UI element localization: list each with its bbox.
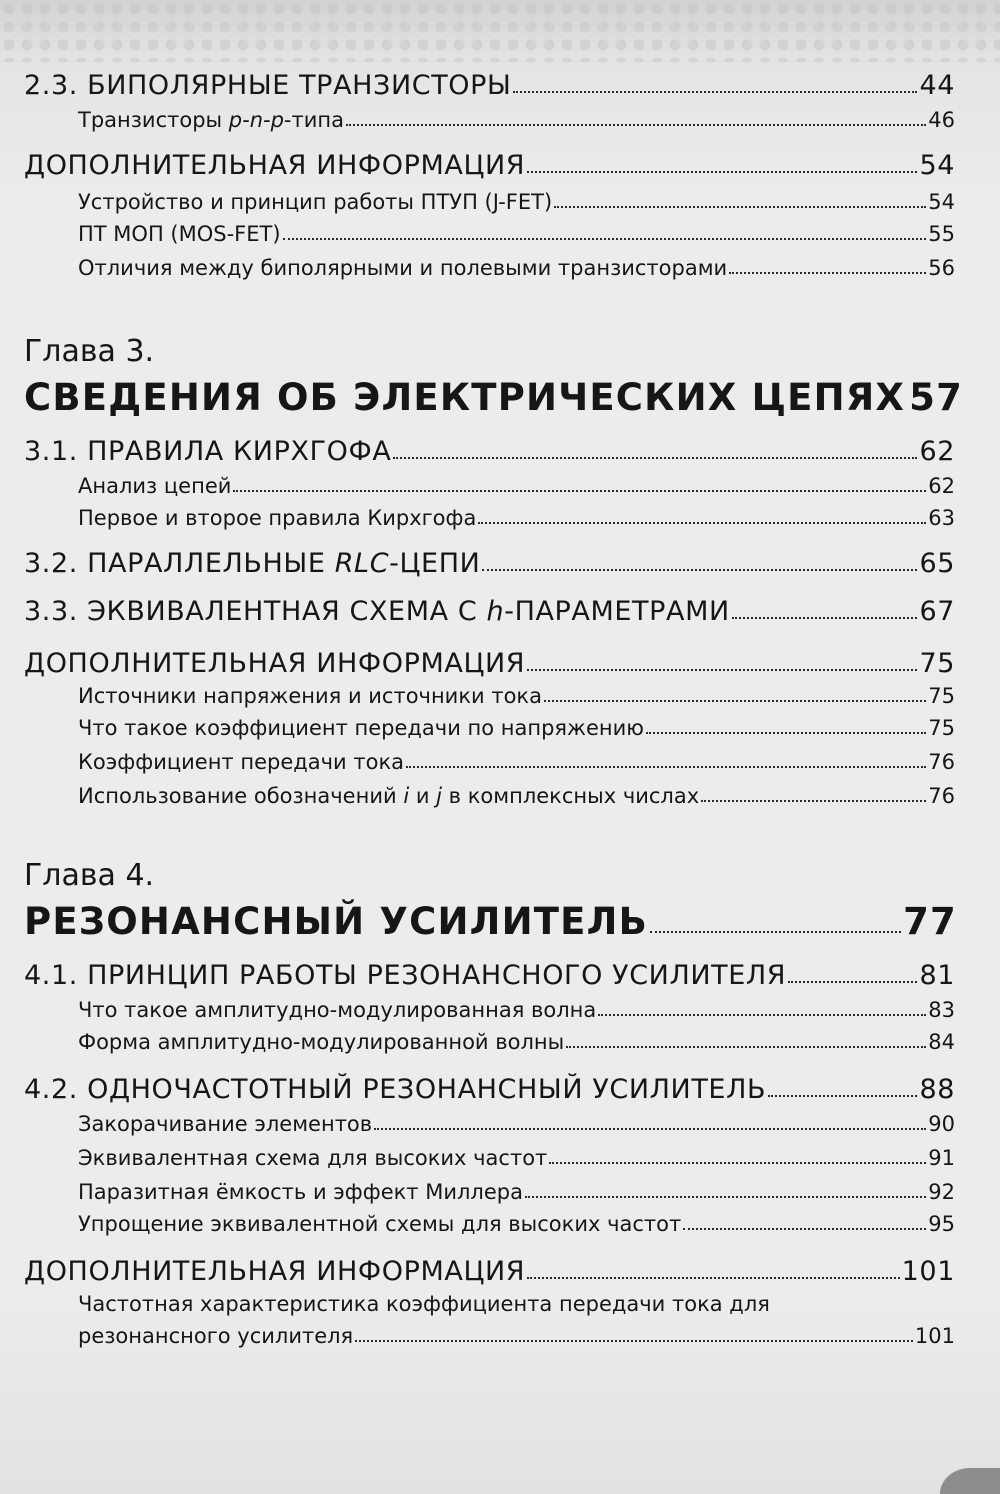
toc-entry-text: ДОПОЛНИТЕЛЬНАЯ ИНФОРМАЦИЯ: [24, 1256, 526, 1287]
dot-leader: [768, 1095, 917, 1097]
page-number: 84: [928, 1030, 955, 1054]
toc-entry-text: 4.1. ПРИНЦИП РАБОТЫ РЕЗОНАНСНОГО УСИЛИТЕЛЯ: [24, 960, 787, 991]
dot-leader: [646, 732, 926, 734]
toc-section-entry[interactable]: [24, 648, 955, 679]
toc-entry-text: Транзисторы p-n-p-типа: [78, 108, 344, 132]
toc-entry-text: Эквивалентная схема для высоких частот: [78, 1146, 548, 1170]
page-header-pattern: [0, 0, 1000, 62]
toc-subsection-entry[interactable]: [78, 684, 955, 708]
page-number: 46: [928, 108, 955, 132]
dot-leader: [527, 669, 917, 671]
toc-section-entry[interactable]: [24, 150, 955, 181]
dot-leader: [482, 569, 917, 571]
page-number: 63: [928, 506, 955, 530]
dot-leader: [549, 1162, 926, 1164]
toc-entry-text: СВЕДЕНИЯ ОБ ЭЛЕКТРИЧЕСКИХ ЦЕПЯХ: [24, 376, 906, 419]
page-number: 62: [919, 436, 955, 467]
page-number: 56: [928, 256, 955, 280]
dot-leader: [527, 1277, 899, 1279]
dot-leader: [513, 91, 917, 93]
toc-entry-text: 2.3. БИПОЛЯРНЫЕ ТРАНЗИСТОРЫ: [24, 70, 512, 101]
toc-entry-text: Отличия между биполярными и полевыми транзисторами: [78, 256, 728, 280]
page-number: 95: [928, 1212, 955, 1236]
toc-section-entry[interactable]: [24, 548, 955, 579]
toc-entry-text: резонансного усилителя: [78, 1324, 354, 1348]
page-number: 77: [903, 900, 957, 943]
dot-leader: [650, 931, 901, 933]
toc-subsection-entry[interactable]: [78, 222, 955, 246]
page-number: 44: [919, 70, 955, 101]
page-number: 62: [928, 474, 955, 498]
toc-section-entry[interactable]: [24, 960, 955, 991]
toc-entry-text: 4.2. ОДНОЧАСТОТНЫЙ РЕЗОНАНСНЫЙ УСИЛИТЕЛЬ: [24, 1074, 767, 1105]
toc-entry-text: ДОПОЛНИТЕЛЬНАЯ ИНФОРМАЦИЯ: [24, 648, 526, 679]
page-number: 101: [901, 1256, 955, 1287]
toc-entry-text: Использование обозначений i и j в комплексных числах: [78, 784, 700, 808]
toc-subsection-entry[interactable]: [78, 750, 955, 774]
dot-leader: [729, 272, 926, 274]
page-number: 55: [928, 222, 955, 246]
dot-leader: [683, 1228, 926, 1230]
toc-section-entry[interactable]: [24, 1074, 955, 1105]
page-number: 75: [928, 684, 955, 708]
toc-subsection-entry[interactable]: [78, 1030, 955, 1054]
dot-leader: [566, 1046, 926, 1048]
toc-section-entry[interactable]: [24, 596, 955, 627]
toc-entry-text: Упрощение эквивалентной схемы для высоких частот: [78, 1212, 682, 1236]
page-number: 90: [928, 1112, 955, 1136]
page-corner-mark: [940, 1468, 1000, 1494]
chapter-label: Глава 4.: [24, 858, 155, 893]
dot-leader: [393, 457, 917, 459]
page-number: 54: [919, 150, 955, 181]
toc-subsection-entry[interactable]: [78, 998, 955, 1022]
toc-entry-text: Что такое коэффициент передачи по напряжению: [78, 716, 644, 740]
page-number: 83: [928, 998, 955, 1022]
toc-subsection-entry[interactable]: [78, 716, 955, 740]
dot-leader: [406, 766, 926, 768]
dot-leader: [732, 617, 918, 619]
page-number: 101: [914, 1324, 955, 1348]
toc-entry-text: Форма амплитудно-модулированной волны: [78, 1030, 565, 1054]
dot-leader: [233, 490, 926, 492]
dot-leader: [525, 1196, 926, 1198]
toc-entry-text: РЕЗОНАНСНЫЙ УСИЛИТЕЛЬ: [24, 900, 648, 943]
page-number: 76: [928, 750, 955, 774]
toc-entry-text: Анализ цепей: [78, 474, 232, 498]
page-number: 65: [919, 548, 955, 579]
dot-leader: [478, 522, 926, 524]
dot-leader: [544, 700, 926, 702]
toc-section-entry[interactable]: [24, 1256, 955, 1287]
toc-entry-text: 3.1. ПРАВИЛА КИРХГОФА: [24, 436, 392, 467]
dot-leader: [374, 1128, 926, 1130]
toc-subsection-entry[interactable]: [78, 1180, 955, 1204]
toc-subsection-entry[interactable]: [78, 1112, 955, 1136]
page-number: 76: [928, 784, 955, 808]
toc-subsection-entry[interactable]: [78, 1324, 955, 1348]
toc-subsection-entry[interactable]: [78, 506, 955, 530]
toc-subsection-entry[interactable]: [78, 1146, 955, 1170]
page-number: 81: [919, 960, 955, 991]
toc-entry-text: Что такое амплитудно-модулированная волна: [78, 998, 597, 1022]
toc-subsection-entry[interactable]: [78, 108, 955, 132]
dot-leader: [554, 206, 926, 208]
toc-entry-text: Паразитная ёмкость и эффект Миллера: [78, 1180, 523, 1204]
dot-leader: [283, 238, 927, 240]
page-number: 57: [909, 376, 964, 419]
toc-section-entry[interactable]: [24, 436, 955, 467]
dot-leader: [788, 981, 917, 983]
toc-subsection-entry[interactable]: [78, 190, 955, 214]
toc-subsection-entry[interactable]: [78, 474, 955, 498]
page-number: 75: [919, 648, 955, 679]
chapter-title-entry[interactable]: [24, 900, 957, 943]
dot-leader: [355, 1340, 913, 1342]
toc-subsection-entry[interactable]: [78, 256, 955, 280]
toc-subsection-entry[interactable]: [78, 784, 955, 808]
chapter-label: Глава 3.: [24, 334, 155, 369]
toc-entry-text: Первое и второе правила Кирхгофа: [78, 506, 477, 530]
toc-entry-text: Коэффициент передачи тока: [78, 750, 404, 774]
toc-entry-text: 3.2. ПАРАЛЛЕЛЬНЫЕ RLC-ЦЕПИ: [24, 548, 481, 579]
dot-leader: [527, 171, 917, 173]
toc-subsection-entry[interactable]: [78, 1212, 955, 1236]
page-number: 92: [928, 1180, 955, 1204]
dot-leader: [346, 124, 926, 126]
toc-entry-text: 3.3. ЭКВИВАЛЕНТНАЯ СХЕМА С h-ПАРАМЕТРАМИ: [24, 596, 730, 627]
page-number: 91: [928, 1146, 955, 1170]
chapter-title-entry[interactable]: [24, 376, 964, 419]
toc-entry-text: ПТ МОП (MOS-FET): [78, 222, 281, 246]
toc-entry-text: ДОПОЛНИТЕЛЬНАЯ ИНФОРМАЦИЯ: [24, 150, 526, 181]
page-number: 88: [919, 1074, 955, 1105]
toc-entry-text: Источники напряжения и источники тока: [78, 684, 542, 708]
toc-entry-text: Закорачивание элементов: [78, 1112, 373, 1136]
page-number: 75: [928, 716, 955, 740]
toc-entry-text: Частотная характеристика коэффициента передачи тока для: [78, 1292, 770, 1316]
toc-section-entry[interactable]: [24, 70, 955, 101]
toc-entry-text: Устройство и принцип работы ПТУП (J-FET): [78, 190, 553, 214]
page-number: 67: [919, 596, 955, 627]
dot-leader: [701, 800, 926, 802]
page-number: 54: [928, 190, 955, 214]
dot-leader: [598, 1014, 926, 1016]
